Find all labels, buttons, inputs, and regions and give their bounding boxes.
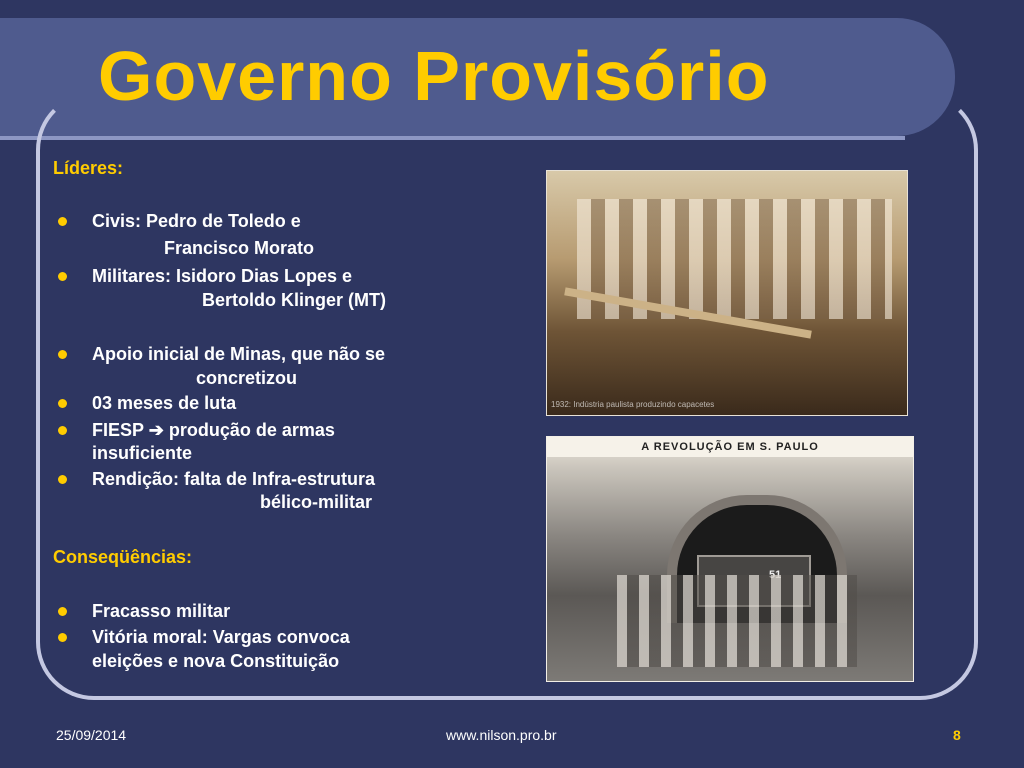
- bullet-icon: [58, 475, 67, 484]
- factory-photo: [546, 170, 908, 416]
- consequence-vitoria-continued: eleições e nova Constituição: [92, 651, 340, 671]
- point-apoio: Apoio inicial de Minas, que não se: [92, 344, 386, 364]
- bullet-icon: [58, 426, 67, 435]
- consequence-fracasso: Fracasso militar: [92, 601, 231, 621]
- right-arrow-icon: ➔: [148, 420, 164, 440]
- revolution-photo-banner: A REVOLUÇÃO EM S. PAULO: [547, 437, 913, 457]
- point-rendicao-continued: bélico-militar: [260, 492, 373, 512]
- leaders-militares-continued: Bertoldo Klinger (MT): [202, 290, 386, 310]
- bullet-icon: [58, 272, 67, 281]
- bullet-icon: [58, 217, 67, 226]
- leaders-civis-continued: Francisco Morato: [164, 238, 315, 258]
- bullet-icon: [58, 399, 67, 408]
- bullet-icon: [58, 633, 67, 642]
- bullet-icon: [58, 607, 67, 616]
- revolution-photo: [546, 436, 914, 682]
- consequence-vitoria: Vitória moral: Vargas convoca: [92, 627, 350, 647]
- point-rendicao: Rendição: falta de Infra-estrutura: [92, 469, 376, 489]
- leaders-militares: Militares: Isidoro Dias Lopes e: [92, 266, 353, 286]
- fiesp-result: produção de armas: [168, 420, 335, 440]
- point-meses: 03 meses de luta: [92, 393, 237, 413]
- soldiers-photo-detail: [617, 575, 857, 667]
- fiesp-label: FIESP: [92, 420, 144, 440]
- factory-photo-caption: 1932: Indústria paulista produzindo capacetes: [551, 400, 715, 409]
- footer-date: 25/09/2014: [56, 727, 127, 743]
- section-heading-leaders: Líderes:: [53, 158, 124, 178]
- point-apoio-continued: concretizou: [196, 368, 298, 388]
- section-heading-consequences: Conseqüências:: [53, 547, 193, 567]
- footer-website: www.nilson.pro.br: [446, 727, 557, 743]
- slide-page-number: 8: [953, 727, 961, 743]
- slide-title: Governo Provisório: [98, 37, 770, 115]
- point-fiesp-continued: insuficiente: [92, 443, 193, 463]
- bullet-icon: [58, 350, 67, 359]
- point-fiesp: [92, 420, 335, 441]
- leaders-civis: Civis: Pedro de Toledo e: [92, 211, 301, 231]
